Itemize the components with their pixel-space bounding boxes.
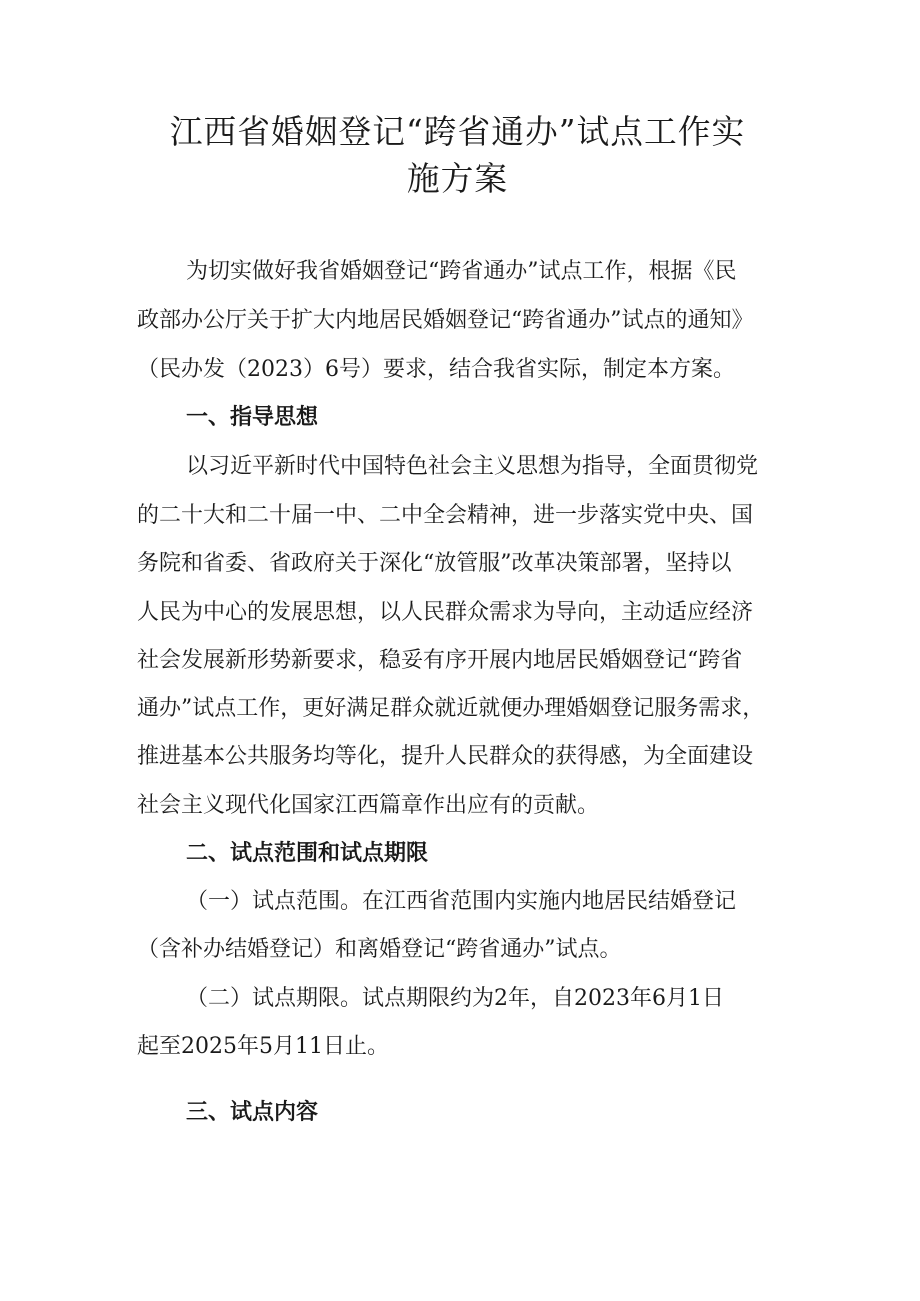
section2-scope-line: （含补办结婚登记）和离婚登记“跨省通办”试点。	[137, 937, 622, 962]
section2-scope-line: （一）试点范围。在江西省范围内实施内地居民结婚登记	[186, 889, 737, 914]
section1-line: 务院和省委、省政府关于深化“放管服”改革决策部署，坚持以	[137, 551, 732, 576]
document-title-line-2: 施方案	[406, 159, 509, 198]
section1-line: 社会发展新形势新要求，稳妥有序开展内地居民婚姻登记“跨省	[137, 648, 743, 673]
section1-line: 社会主义现代化国家江西篇章作出应有的贡献。	[137, 793, 600, 818]
section1-line: 通办”试点工作，更好满足群众就近就便办理婚姻登记服务需求，	[137, 696, 765, 721]
document-title-line-1: 江西省婚姻登记“跨省通办”试点工作实	[169, 112, 746, 151]
intro-line: （民办发（2023）6号）要求，结合我省实际，制定本方案。	[137, 357, 735, 382]
section-heading-scope-and-period: 二、试点范围和试点期限	[186, 841, 429, 866]
intro-line: 为切实做好我省婚姻登记“跨省通办”试点工作，根据《民	[186, 259, 737, 284]
section1-line: 以习近平新时代中国特色社会主义思想为指导，全面贯彻党	[186, 454, 759, 479]
section-heading-pilot-content: 三、试点内容	[186, 1100, 319, 1125]
intro-line: 政部办公厅关于扩大内地居民婚姻登记“跨省通办”试点的通知》	[137, 308, 754, 333]
section1-line: 人民为中心的发展思想，以人民群众需求为导向，主动适应经济	[137, 600, 754, 625]
section2-period-line: 起至2025年5月11日止。	[137, 1034, 389, 1059]
section2-period-line: （二）试点期限。试点期限约为2年，自2023年6月1日	[186, 986, 724, 1011]
section1-line: 的二十大和二十届一中、二中全会精神，进一步落实党中央、国	[137, 503, 754, 528]
section1-line: 推进基本公共服务均等化，提升人民群众的获得感，为全面建设	[137, 744, 754, 769]
section-heading-guiding-ideology: 一、指导思想	[186, 405, 319, 430]
